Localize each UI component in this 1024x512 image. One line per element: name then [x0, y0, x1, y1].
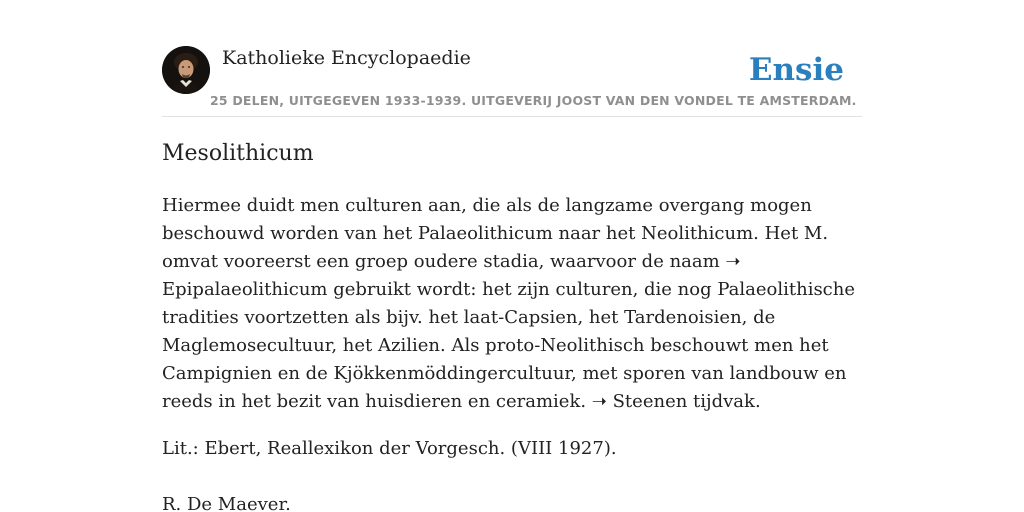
article-title: Mesolithicum	[162, 141, 314, 166]
article	[162, 140, 872, 512]
epipalaeolithicum-link[interactable]: ➝ Epipalaeolithicum	[162, 251, 741, 300]
body-text-1: Hiermee duidt men culturen aan, die als de langzame overgang mogen beschouwd worden van het Palaeolithicum naar het Neolithicum. Het M. omvat vooreerst een groep oudere stadia, waarvoor de naam	[162, 195, 829, 272]
ensie-logo-link[interactable]: Ensie	[748, 52, 844, 88]
literature-reference: Lit.: Ebert, Reallexikon der Vorgesch. (VIII 1927).	[162, 438, 617, 459]
body-text-3: .	[754, 391, 761, 412]
encyclopedia-subtitle: 25 DELEN, UITGEGEVEN 1933-1939. UITGEVERIJ JOOST VAN DEN VONDEL TE AMSTERDAM.	[210, 93, 857, 108]
header	[162, 46, 862, 117]
article-author: R. De Maever.	[162, 494, 291, 512]
portrait-avatar-icon[interactable]	[162, 46, 210, 94]
steenen-tijdvak-link[interactable]: ➝ Steenen tijdvak	[591, 391, 755, 412]
body-text-2: gebruikt wordt: het zijn culturen, die nog Palaeolithische tradities voortzetten als bijv. het laat-Capsien, het Tardenoisien, de Maglemosecultuur, het Azilien. Als proto-Neolithisch beschouwt men het Campignien en de Kjökkenmöddingercultuur, met sporen van landbouw en reeds in het bezit van huisdieren en ceramiek.	[162, 279, 856, 412]
site-title[interactable]: Katholieke Encyclopaedie	[222, 47, 471, 69]
article-body	[162, 192, 867, 416]
